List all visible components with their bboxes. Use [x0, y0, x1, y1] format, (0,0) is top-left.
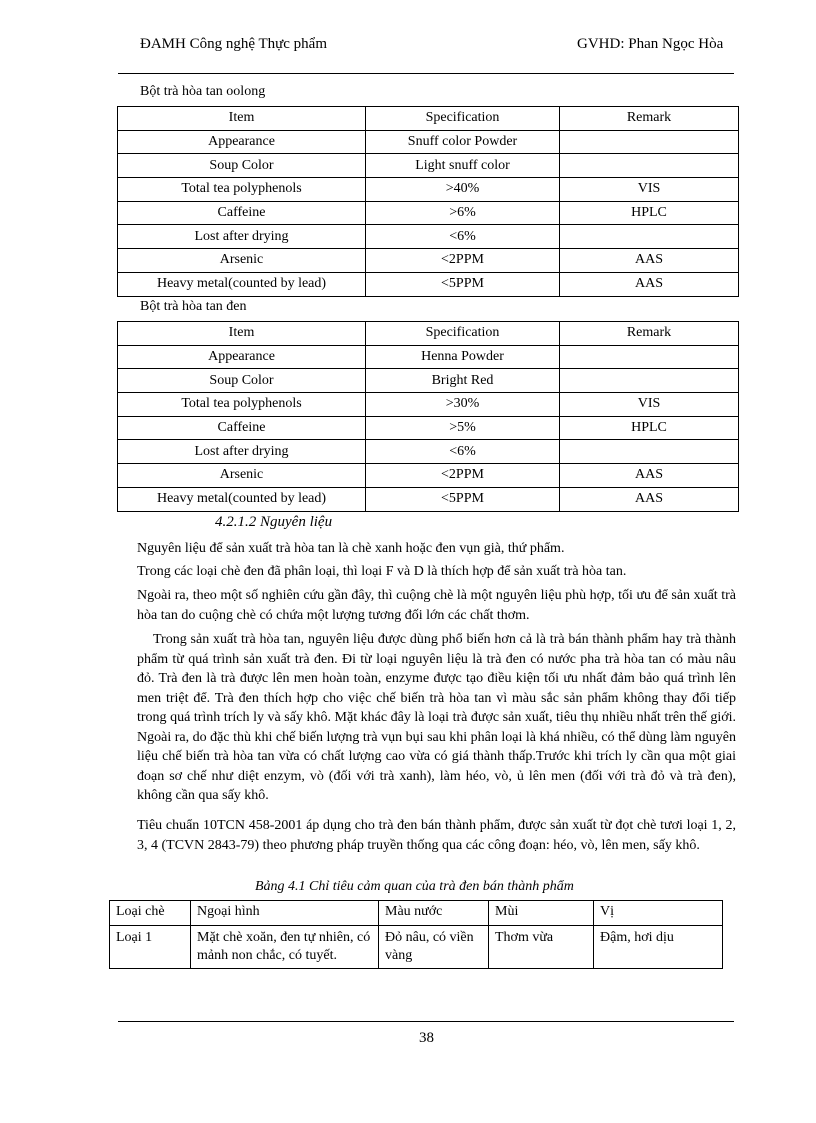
table-row: [118, 130, 739, 154]
column-header: Mùi: [489, 901, 594, 926]
section-heading: 4.2.1.2 Nguyên liệu: [215, 514, 333, 530]
table-cell: Arsenic: [118, 464, 366, 488]
table-cell: Đậm, hơi dịu: [594, 926, 723, 969]
table-cell: Appearance: [118, 345, 366, 369]
table-cell: HPLC: [560, 201, 739, 225]
table-cell: Thơm vừa: [489, 926, 594, 969]
table-cell: Light snuff color: [366, 154, 560, 178]
table-row: [118, 154, 739, 178]
table-header-row: [118, 322, 739, 346]
table-cell: Loại 1: [110, 926, 191, 969]
table-header-row: [110, 901, 723, 926]
table-cell: [560, 225, 739, 249]
table-cell: <5PPM: [366, 272, 560, 296]
table-cell: Total tea polyphenols: [118, 393, 366, 417]
table-cell: Đỏ nâu, có viền vàng: [379, 926, 489, 969]
table-row: [118, 464, 739, 488]
table-cell: Heavy metal(counted by lead): [118, 487, 366, 511]
table-4-1: [109, 900, 723, 969]
table-cell: <2PPM: [366, 249, 560, 273]
table-row: [118, 487, 739, 511]
table-cell: <5PPM: [366, 487, 560, 511]
table-cell: Mặt chè xoăn, đen tự nhiên, có mảnh non chắc, có tuyết.: [191, 926, 379, 969]
oolong-table-caption: Bột trà hòa tan oolong: [140, 84, 266, 99]
table-cell: [560, 130, 739, 154]
table-cell: Caffeine: [118, 416, 366, 440]
table-cell: HPLC: [560, 416, 739, 440]
table-cell: VIS: [560, 393, 739, 417]
table-row: [118, 369, 739, 393]
table-cell: AAS: [560, 464, 739, 488]
table-cell: <2PPM: [366, 464, 560, 488]
paragraph-5: Tiêu chuẩn 10TCN 458-2001 áp dụng cho trà đen bán thành phẩm, được sản xuất từ đọt chè tươi loại 1, 2, 3, 4 (TCVN 2843-79) theo phương pháp truyền thống qua các công đoạn: héo, vò, lên men, sấy khô.: [137, 818, 736, 853]
table-row: [118, 440, 739, 464]
column-header: Remark: [560, 322, 739, 346]
header-right: GVHD: Phan Ngọc Hòa: [577, 36, 724, 52]
table-cell: >30%: [366, 393, 560, 417]
page-number: 38: [419, 1030, 434, 1046]
table-row: [118, 178, 739, 202]
table-cell: [560, 440, 739, 464]
oolong-spec-table: [117, 106, 739, 297]
table-cell: AAS: [560, 272, 739, 296]
table-cell: Soup Color: [118, 154, 366, 178]
column-header: Màu nước: [379, 901, 489, 926]
black-tea-spec-table: [117, 321, 739, 512]
table-row: [118, 416, 739, 440]
footer-rule: [118, 1021, 734, 1022]
paragraph-3: Ngoài ra, theo một số nghiên cứu gần đây, thì cuộng chè là một nguyên liệu phù hợp, tối ưu để sản xuất trà hòa tan do cuộng chè có chứa một lượng tương đối lớn các chất thơm.: [137, 588, 736, 623]
table-header-row: [118, 107, 739, 131]
table-row: [118, 272, 739, 296]
table-cell: [560, 154, 739, 178]
table-cell: AAS: [560, 249, 739, 273]
table-cell: Lost after drying: [118, 440, 366, 464]
table-cell: AAS: [560, 487, 739, 511]
column-header: Loại chè: [110, 901, 191, 926]
header-rule: [118, 73, 734, 74]
table-row: [118, 393, 739, 417]
table-row: [118, 225, 739, 249]
table-cell: <6%: [366, 440, 560, 464]
paragraph-2: Trong các loại chè đen đã phân loại, thì loại F và D là thích hợp để sản xuất trà hòa tan.: [137, 564, 627, 579]
table-cell: Bright Red: [366, 369, 560, 393]
table-cell: Arsenic: [118, 249, 366, 273]
paragraph-4: Trong sản xuất trà hòa tan, nguyên liệu được dùng phổ biến hơn cả là trà bán thành phẩm hay trà thành phẩm từ quá trình sản xuất trà đen. Đi từ loại nguyên liệu là trà đen có nước pha trà hòa tan có màu nâu đỏ. Trà đen là trà được lên men hoàn toàn, enzyme được tạo điều kiện tối ưu nhất đảm bảo quá trình lên men triệt để. Trà đen thích hợp cho việc chế biến trà hòa tan vì màu sắc sản phẩm không thay đổi tiếp trong quá trình trích ly và sấy khô. Mặt khác đây là loại trà được sản xuất, tiêu thụ nhiều nhất trên thế giới. Ngoài ra, do đặc thù khi chế biến lượng trà vụn bụi sau khi phân loại là khá nhiều, có thể dùng làm nguyên liệu chế biến trà hòa tan vừa có chất lượng cao vừa có giá thành thấp.Trước khi trích ly cần qua một giai đoạn sơ chế như diệt enzym, vò (đối với trà xanh), làm héo, vò, ủ lên men (đối với trà đỏ và trà đen), không cần qua sấy khô.: [137, 632, 736, 803]
column-header: Specification: [366, 322, 560, 346]
table-cell: VIS: [560, 178, 739, 202]
table-4-1-caption: Bảng 4.1 Chỉ tiêu cảm quan của trà đen bán thành phẩm: [255, 879, 574, 894]
table-cell: >6%: [366, 201, 560, 225]
table-cell: [560, 369, 739, 393]
table-cell: Caffeine: [118, 201, 366, 225]
table-row: [118, 345, 739, 369]
table-cell: Heavy metal(counted by lead): [118, 272, 366, 296]
column-header: Specification: [366, 107, 560, 131]
table-cell: Snuff color Powder: [366, 130, 560, 154]
table-cell: Henna Powder: [366, 345, 560, 369]
table-row: [110, 926, 723, 969]
column-header: Ngoại hình: [191, 901, 379, 926]
table-cell: Appearance: [118, 130, 366, 154]
table-cell: Soup Color: [118, 369, 366, 393]
black-tea-table-caption: Bột trà hòa tan đen: [140, 299, 247, 314]
column-header: Remark: [560, 107, 739, 131]
table-cell: Lost after drying: [118, 225, 366, 249]
table-cell: <6%: [366, 225, 560, 249]
table-cell: [560, 345, 739, 369]
table-row: [118, 249, 739, 273]
column-header: Item: [118, 107, 366, 131]
table-row: [118, 201, 739, 225]
column-header: Vị: [594, 901, 723, 926]
column-header: Item: [118, 322, 366, 346]
table-cell: >5%: [366, 416, 560, 440]
paragraph-1: Nguyên liệu để sản xuất trà hòa tan là chè xanh hoặc đen vụn già, thứ phẩm.: [137, 541, 565, 556]
table-cell: Total tea polyphenols: [118, 178, 366, 202]
header-left: ĐAMH Công nghệ Thực phẩm: [140, 36, 328, 52]
table-cell: >40%: [366, 178, 560, 202]
